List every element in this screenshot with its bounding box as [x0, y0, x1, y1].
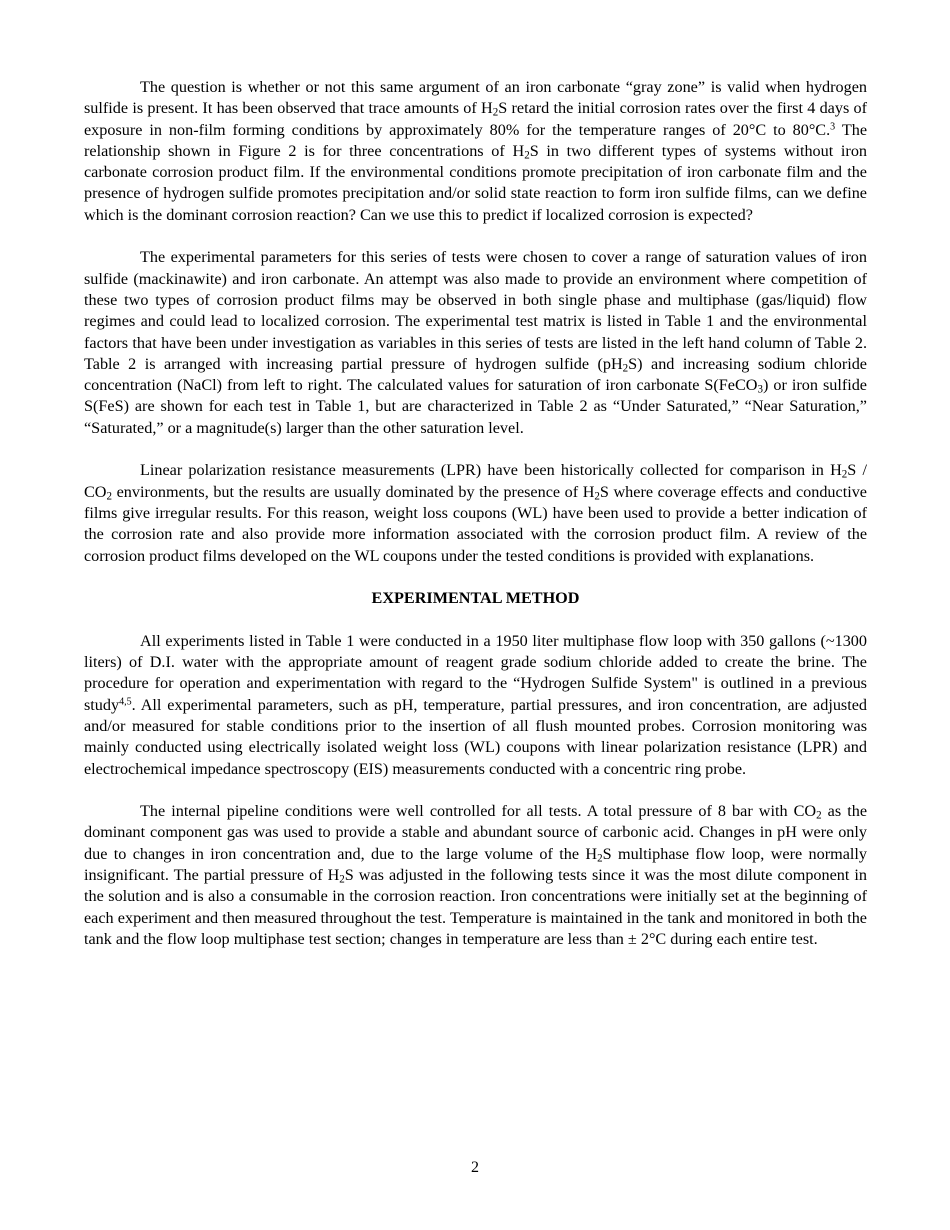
page-number: 2 — [471, 1159, 479, 1176]
subscript: 2 — [106, 490, 112, 503]
paragraph-pipeline-conditions — [84, 801, 867, 950]
paragraph-flow-loop-method — [84, 631, 867, 780]
text-run: S in two different types of systems without iron carbonate corrosion product film. If the environmental conditions promote precipitation of iron carbonate film and the presence of hydrogen sulfide promotes precipitation and/or solid state reaction to form iron sulfide films, can we define which is the dominant corrosion reaction? Can we use this to predict if localized corrosion is expected? — [84, 141, 868, 224]
subscript: 2 — [816, 809, 822, 822]
subscript: 2 — [597, 852, 603, 865]
text-run: S / CO — [84, 461, 867, 501]
subscript: 2 — [524, 149, 530, 162]
text-run: The experimental parameters for this series of tests were chosen to cover a range of saturation values of iron sulfide (mackinawite) and iron carbonate. An attempt was also made to provide an environment where competition of these two types of corrosion product films may be observed in both single phase and multiphase (gas/liquid) flow regimes and could lead to localized corrosion. The experimental test matrix is listed in Table 1 and the environmental factors that have been under investigation as variables in this series of tests are listed in the left hand column of Table 2. Table 2 is arranged with increasing partial pressure of hydrogen sulfide (pH — [84, 248, 867, 373]
text-run: ) or iron sulfide S(FeS) are shown for each test in Table 1, but are characterized in Table 2 as “Under Saturated,” “Near Saturation,” “Saturated,” or a magnitude(s) larger than the other saturation level. — [84, 376, 867, 437]
subscript: 2 — [339, 873, 345, 886]
subscript: 2 — [841, 468, 848, 481]
citation-superscript: 3 — [830, 121, 836, 133]
text-run: S) and increasing sodium chloride concentration (NaCl) from left to right. The calculated values for saturation of iron carbonate S(FeCO — [84, 354, 867, 395]
text-run: S retard the initial corrosion rates over the first 4 days of exposure in non-film forming conditions by approximately 80% for the temperature ranges of 20°C to 80°C. — [84, 99, 867, 139]
text-run: All experiments listed in Table 1 were conducted in a 1950 liter multiphase flow loop with 350 gallons (~1300 liters) of D.I. water with the appropriate amount of reagent grade sodium chloride added to create the brine. The procedure for operation and experimentation with regard to the “Hydrogen Sulfide System" is outlined in a previous study — [84, 631, 867, 714]
text-run: S where coverage effects and conductive films give irregular results. For this reason, weight loss coupons (WL) have been used to provide a better indication of the corrosion rate and also provide more information associated with the corrosion product film. A review of the corrosion product films developed on the WL coupons under the tested conditions is provided with explanations. — [84, 482, 867, 565]
subscript: 2 — [492, 106, 499, 119]
text-run: S multiphase flow loop, were normally insignificant. The partial pressure of H — [84, 844, 867, 884]
paragraph-experimental-parameters — [84, 247, 867, 439]
text-run: . All experimental parameters, such as pH, temperature, partial pressures, and iron concentration, are adjusted and/or measured for stable conditions prior to the insertion of all flush mounted probes. Corrosion monitoring was mainly conducted using electrically isolated weight loss (WL) coupons with linear polarization resistance (LPR) and electrochemical impedance spectroscopy (EIS) measurements conducted with a concentric ring probe. — [84, 695, 867, 778]
subscript: 3 — [757, 383, 763, 396]
body-text — [84, 77, 867, 950]
text-run: as the dominant component gas was used to provide a stable and abundant source of carbonic acid. Changes in pH were only due to changes in iron concentration and, due to the large volume of the H — [84, 802, 867, 863]
text-run: The relationship shown in Figure 2 is for three concentrations of H — [84, 120, 867, 160]
subscript: 2 — [594, 490, 600, 503]
text-run: The question is whether or not this same argument of an iron carbonate “gray zone” is valid when hydrogen sulfide is present. It has been observed that trace amounts of H — [84, 78, 867, 118]
paragraph-gray-zone-question — [84, 77, 867, 226]
text-run: S was adjusted in the following tests since it was the most dilute component in the solution and is also a consumable in the corrosion reaction. Iron concentrations were initially set at the beginning of each experiment and then measured throughout the test. Temperature is maintained in the tank and monitored in both the tank and the flow loop multiphase test section; changes in temperature are less than ± 2°C during each entire test. — [84, 865, 867, 948]
section-heading: EXPERIMENTAL METHOD — [371, 589, 580, 608]
subscript: 2 — [622, 362, 629, 375]
text-run: environments, but the results are usually dominated by the presence of H — [112, 482, 595, 501]
text-run: Linear polarization resistance measurements (LPR) have been historically collected for comparison in H — [140, 461, 842, 480]
text-run: The internal pipeline conditions were well controlled for all tests. A total pressure of 8 bar with CO — [140, 802, 817, 821]
paragraph-lpr-measurements — [84, 460, 867, 566]
citation-superscript: 4,5 — [119, 696, 132, 708]
